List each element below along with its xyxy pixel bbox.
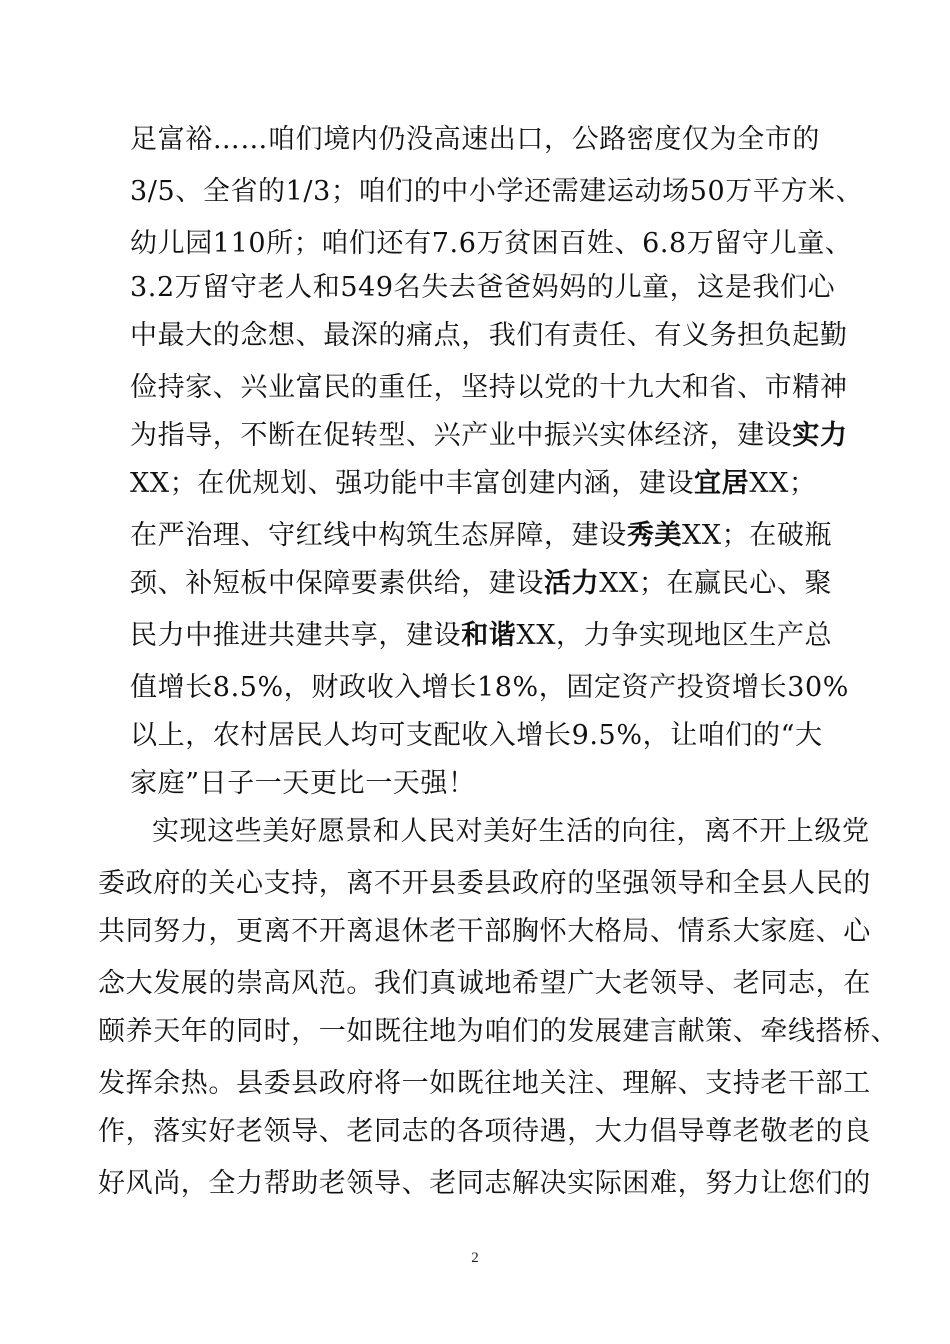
text-line [130,467,817,501]
text-span: XX； [749,468,817,499]
text-line [130,619,832,653]
text-line: 俭持家、兴业富民的重任，坚持以党的十九大和省、市精神 [130,372,848,403]
text-line: 值增长8.5%，财政收入增长18%，固定资产投资增长30% [130,672,850,703]
text-line [130,419,848,453]
emphasis-text: 和谐 [461,620,517,651]
text-line: 足富裕……咱们境内仍没高速出口，公路密度仅为全市的 [130,124,820,155]
text-line: 委政府的关心支持，离不开县委县政府的坚强领导和全县人民的 [98,868,871,899]
emphasis-text: 宜居 [694,468,750,499]
text-line: 颐养天年的同时，一如既往地为咱们的发展建言献策、牵线搭桥、 [98,1016,899,1047]
text-span: 为指导，不断在促转型、兴产业中振兴实体经济，建设 [130,420,793,451]
text-line: 3.2万留守老人和549名失去爸爸妈妈的儿童，这是我们心 [130,272,836,303]
text-line: 3/5、全省的1/3；咱们的中小学还需建运动场50万平方米、 [130,176,864,207]
text-line: 念大发展的崇高风范。我们真诚地希望广大老领导、老同志，在 [98,968,871,999]
text-span: XX；在破瓶 [682,520,833,551]
text-line: 共同努力，更离不开离退休老干部胸怀大格局、情系大家庭、心 [98,916,871,947]
text-line: 发挥余热。县委县政府将一如既往地关注、理解、支持老干部工 [98,1068,871,1099]
text-line: 实现这些美好愿景和人民对美好生活的向往，离不开上级党 [152,816,870,847]
text-line: 作，落实好老领导、老同志的各项待遇，大力倡导尊老敬老的良 [98,1116,871,1147]
text-span: 颈、补短板中保障要素供给，建设 [130,568,544,599]
text-span: XX；在优规划、强功能中丰富创建内涵，建设 [130,468,695,499]
text-span: 在严治理、守红线中构筑生态屏障，建设 [130,520,627,551]
text-line: 以上，农村居民人均可支配收入增长9.5%，让咱们的“大 [130,720,823,751]
emphasis-text: 活力 [544,568,600,599]
text-span: XX；在赢民心、聚 [599,568,833,599]
text-line [130,519,832,553]
text-line [130,567,832,601]
page-number: 2 [471,1250,479,1266]
emphasis-text: 实力 [792,420,848,451]
text-line: 好风尚，全力帮助老领导、老同志解决实际困难，努力让您们的 [98,1168,871,1199]
text-span: XX，力争实现地区生产总 [516,620,833,651]
emphasis-text: 秀美 [626,520,683,551]
text-line: 中最大的念想、最深的痛点，我们有责任、有义务担负起勤 [130,320,848,351]
text-span: 民力中推进共建共享，建设 [130,620,462,651]
text-line: 家庭”日子一天更比一天强！ [130,768,476,799]
text-line: 幼儿园110所；咱们还有7.6万贫困百姓、6.8万留守儿童、 [130,228,853,259]
